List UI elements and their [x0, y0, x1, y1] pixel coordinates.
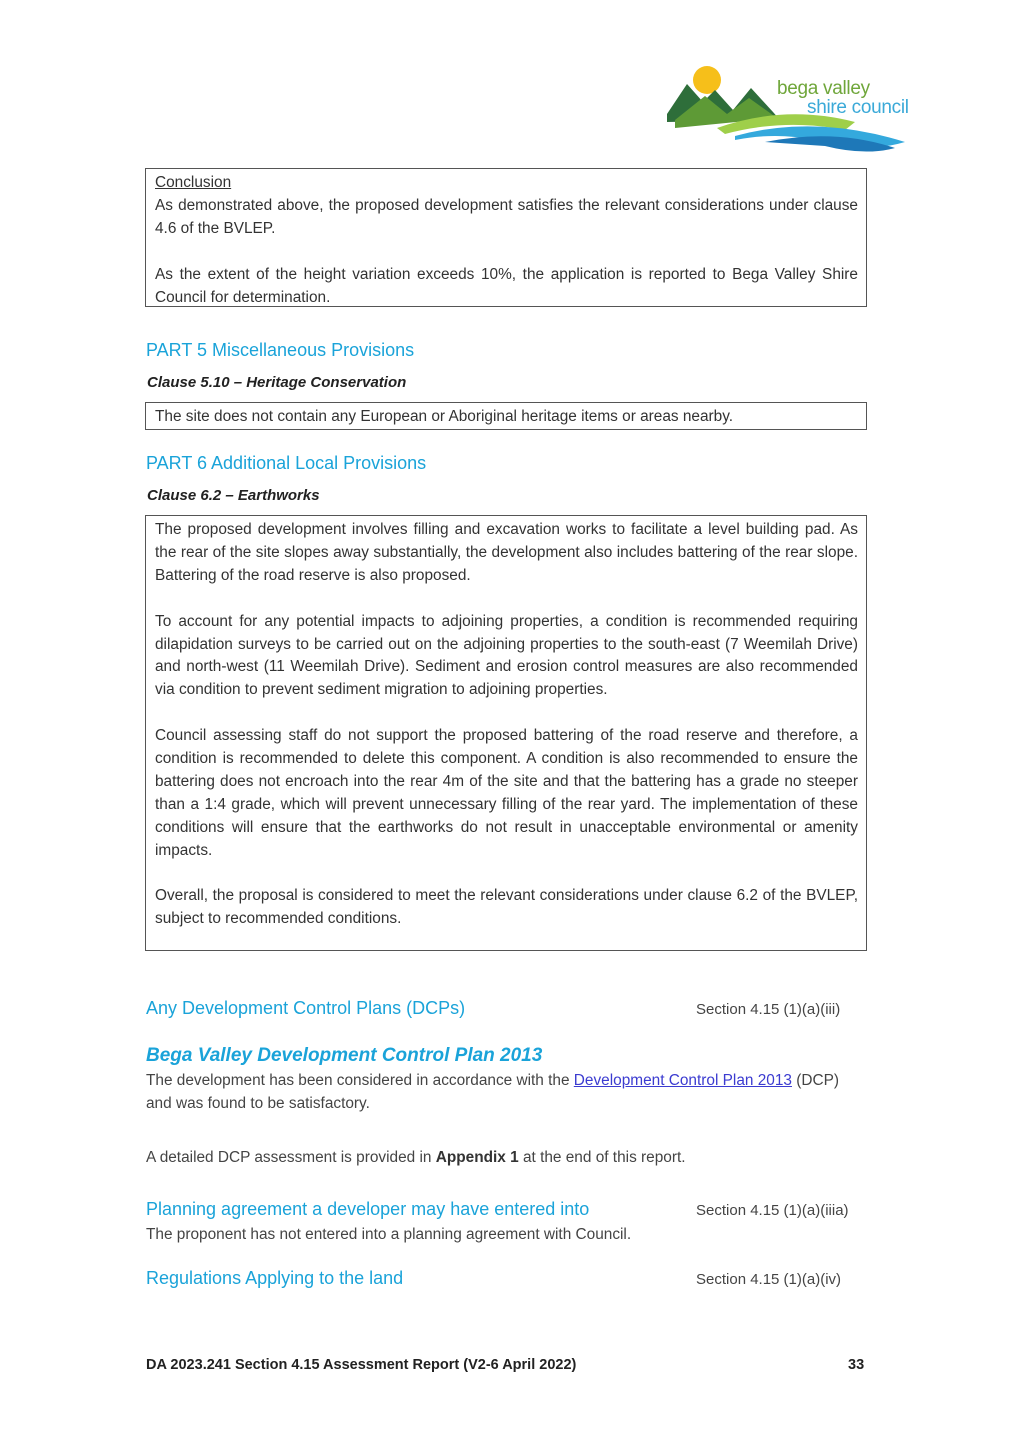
earthworks-paragraph-4: Overall, the proposal is considered to meet the relevant considerations under clause 6.2 of the BVLEP, subject to recommended conditions. [155, 887, 858, 928]
heritage-box [145, 402, 867, 430]
part6-heading: PART 6 Additional Local Provisions [146, 453, 427, 473]
earthworks-box [145, 515, 867, 951]
dcp-section-ref: Section 4.15 (1)(a)(iii) [696, 1001, 841, 1018]
planning-section-ref: Section 4.15 (1)(a)(iiia) [696, 1202, 849, 1219]
appendix-paragraph [146, 1146, 868, 1169]
appendix-text-after: at the end of this report. [518, 1149, 686, 1166]
conclusion-paragraph-1: As demonstrated above, the proposed development satisfies the relevant considerations under clause 4.6 of the BVLEP. [155, 196, 858, 237]
regulations-heading: Regulations Applying to the land [146, 1268, 404, 1288]
logo-text-line2: shire council [807, 97, 909, 118]
planning-text: The proponent has not entered into a planning agreement with Council. [146, 1226, 632, 1243]
earthworks-paragraph-1: The proposed development involves filling and excavation works to facilitate a level building pad. As the rear of the site slopes away substantially, the development also includes battering of the rear slope. Battering of the road reserve is also proposed. [155, 521, 858, 584]
heritage-text: The site does not contain any European or Aboriginal heritage items or areas nearby. [155, 408, 734, 425]
conclusion-heading: Conclusion [155, 174, 232, 191]
earthworks-paragraph-3: Council assessing staff do not support the proposed battering of the road reserve and therefore, a condition is recommended to delete this component. A condition is also recommended to ensure the battering does not encroach into the rear 4m of the site and that the battering has a grade no steeper than a 1:4 grade, which will prevent unnecessary filling of the rear yard. The implementation of these conditions will ensure that the earthworks do not result in unacceptable environmental or amenity impacts. [155, 727, 858, 859]
dcp-subheading: Bega Valley Development Control Plan 2013 [146, 1045, 543, 1066]
dcp-heading: Any Development Control Plans (DCPs) [146, 998, 466, 1018]
part5-clause-heading: Clause 5.10 – Heritage Conservation [147, 374, 407, 391]
regulations-section-ref: Section 4.15 (1)(a)(iv) [696, 1271, 842, 1288]
dcp-paragraph [146, 1069, 868, 1115]
appendix-bold: Appendix 1 [435, 1149, 519, 1166]
dcp-link[interactable]: Development Control Plan 2013 [573, 1072, 792, 1089]
dcp-text-before: The development has been considered in accordance with the [146, 1072, 574, 1089]
logo-text-line1: bega valley [777, 78, 870, 99]
planning-heading: Planning agreement a developer may have entered into [146, 1199, 590, 1219]
appendix-text-before: A detailed DCP assessment is provided in [146, 1149, 436, 1166]
conclusion-box [145, 168, 867, 307]
council-logo [665, 62, 940, 157]
footer-title: DA 2023.241 Section 4.15 Assessment Report (V2-6 April 2022) [146, 1357, 577, 1373]
earthworks-paragraph-2: To account for any potential impacts to adjoining properties, a condition is recommended requiring dilapidation surveys to be carried out on the adjoining properties to the south-east (7 Weemilah Drive) and north-west (11 Weemilah Drive). Sediment and erosion control measures are also recommended via condition to prevent sediment migration to adjoining properties. [155, 612, 858, 699]
page-number: 33 [848, 1357, 865, 1373]
part6-clause-heading: Clause 6.2 – Earthworks [147, 487, 320, 504]
part5-heading: PART 5 Miscellaneous Provisions [146, 340, 415, 360]
conclusion-paragraph-2: As the extent of the height variation exceeds 10%, the application is reported to Bega Valley Shire Council for determination. [155, 265, 858, 306]
dcp-text-after: (DCP) and was found to be satisfactory. [146, 1072, 839, 1112]
